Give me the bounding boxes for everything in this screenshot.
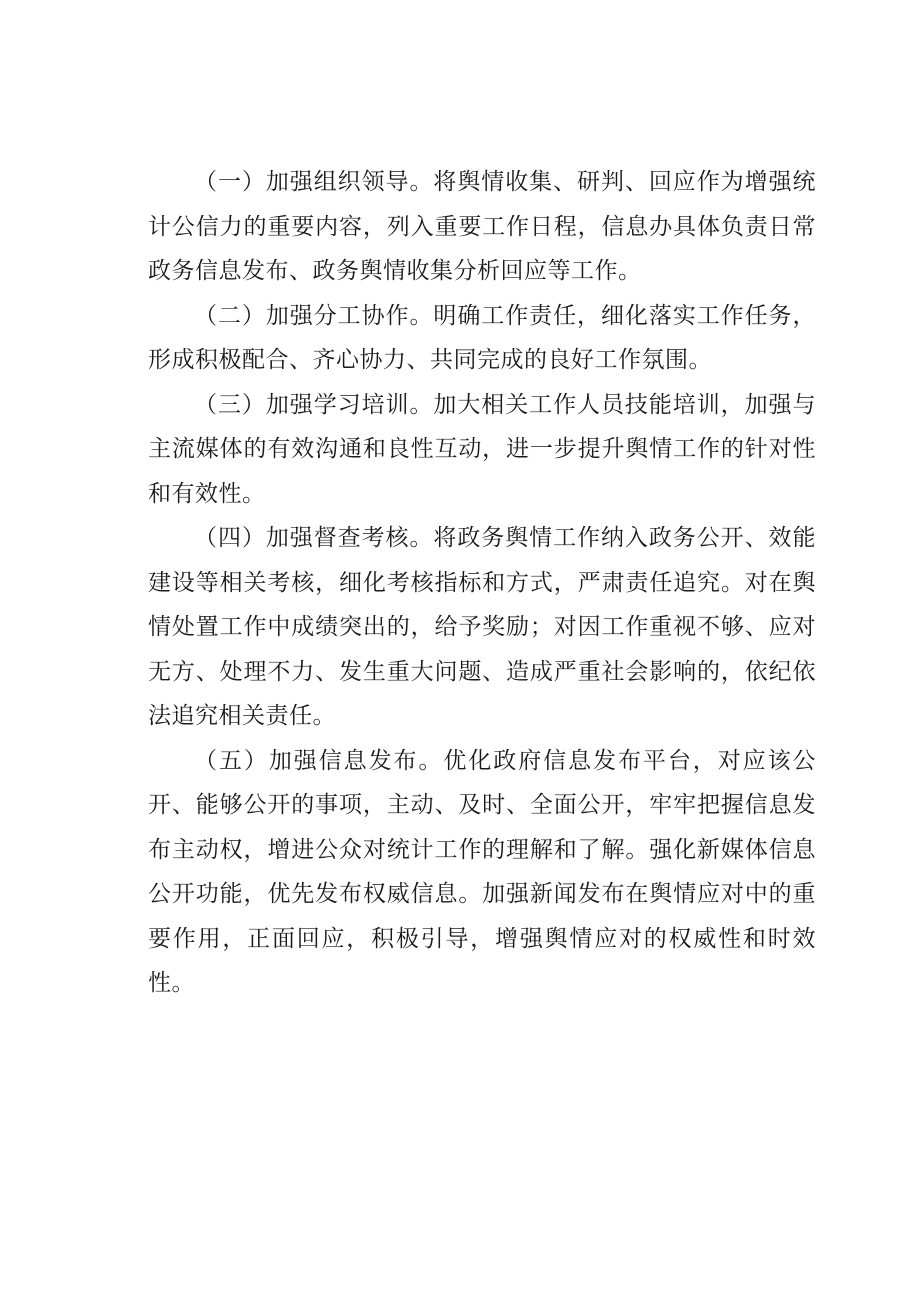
paragraph-division-cooperation: （二）加强分工协作。明确工作责任，细化落实工作任务，形成积极配合、齐心协力、共同完成的良好工作氛围。 [148, 302, 816, 373]
paragraph-information-release: （五）加强信息发布。优化政府信息发布平台，对应该公开、能够公开的事项，主动、及时、全面公开，牢牢把握信息发布主动权，增进公众对统计工作的理解和了解。强化新媒体信息公开功能，优先发布权威信息。加强新闻发布在舆情应对中的重要作用，正面回应，积极引导，增强舆情应对的权威性和时效性。 [148, 747, 816, 996]
document-body [148, 160, 816, 1006]
paragraph-organization-leadership: （一）加强组织领导。将舆情收集、研判、回应作为增强统计公信力的重要内容，列入重要工作日程，信息办具体负责日常政务信息发布、政务舆情收集分析回应等工作。 [148, 169, 816, 284]
paragraph-study-training: （三）加强学习培训。加大相关工作人员技能培训，加强与主流媒体的有效沟通和良性互动，进一步提升舆情工作的针对性和有效性。 [148, 391, 816, 507]
paragraph-supervision-assessment: （四）加强督查考核。将政务舆情工作纳入政务公开、效能建设等相关考核，细化考核指标和方式，严肃责任追究。对在舆情处置工作中成绩突出的，给予奖励；对因工作重视不够、应对无方、处理不力、发生重大问题、造成严重社会影响的，依纪依法追究相关责任。 [148, 525, 816, 729]
